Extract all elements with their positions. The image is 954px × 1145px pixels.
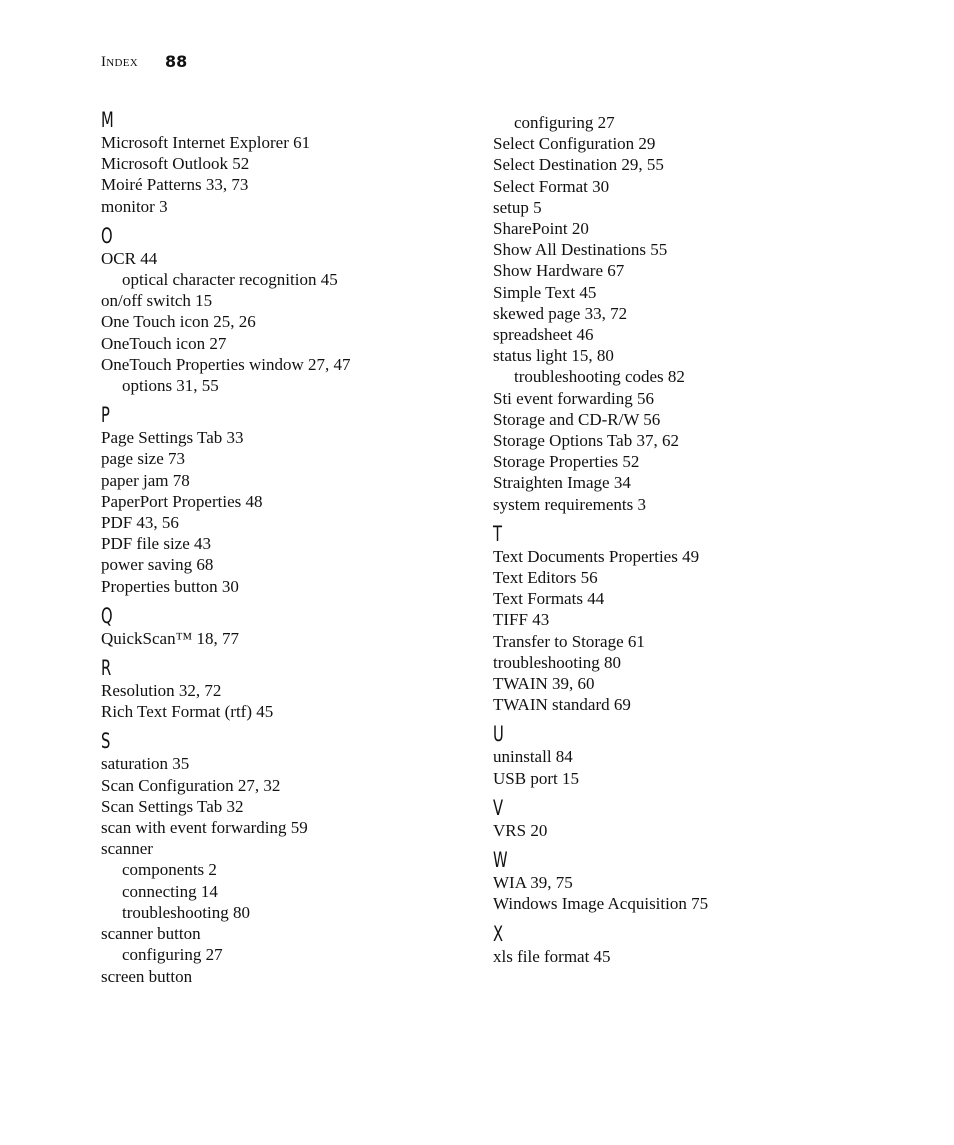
index-entry: paper jam 78 [101,470,190,490]
index-section [493,796,893,841]
section-letter: Q [101,603,113,628]
index-entry: Select Configuration 29 [493,134,656,154]
index-entry: Microsoft Outlook 52 [101,154,250,174]
index-entry: Sti event forwarding 56 [493,388,654,408]
index-subentry: troubleshooting codes 82 [514,367,685,387]
section-letter: R [101,656,112,681]
index-entry: Show Hardware 67 [493,261,625,281]
index-entry: page size 73 [101,449,186,469]
index-section [101,108,481,217]
index-entry: Storage Properties 52 [493,452,640,472]
index-entry: Select Format 30 [493,176,610,196]
index-entry: scanner button [101,924,201,944]
section-letter: X [493,921,504,946]
index-entry: Page Settings Tab 33 [101,428,244,448]
index-entry: OneTouch Properties window 27, 47 [101,354,351,374]
index-entry: Scan Settings Tab 32 [101,796,244,816]
index-entry: Text Documents Properties 49 [493,546,700,566]
index-entry: OCR 44 [101,248,158,268]
index-subentry: configuring 27 [514,113,615,132]
index-entry: Moiré Patterns 33, 73 [101,175,249,195]
index-entry: OneTouch icon 27 [101,333,227,353]
index-entry: status light 15, 80 [493,346,614,366]
index-entry: Simple Text 45 [493,282,597,302]
index-section [101,729,481,986]
index-entry: on/off switch 15 [101,291,213,311]
index-entry: Microsoft Internet Explorer 61 [101,133,311,152]
index-entry: Storage and CD-R/W 56 [493,409,661,429]
index-entry: Storage Options Tab 37, 62 [493,431,679,451]
index-subentry: options 31, 55 [122,376,219,396]
index-section [101,224,481,396]
index-entry: Text Editors 56 [493,568,598,588]
index-entry: PDF 43, 56 [101,513,179,533]
index-entry: Scan Configuration 27, 32 [101,775,281,795]
index-entry: saturation 35 [101,754,190,774]
index-entry: monitor 3 [101,196,168,216]
index-subentry: optical character recognition 45 [122,270,338,290]
index-section [101,403,481,597]
section-letter: U [493,722,504,747]
index-section [101,604,481,649]
index-column-left [101,108,481,987]
index-entry: scanner [101,839,153,859]
section-letter: T [493,521,503,546]
index-entry: xls file format 45 [493,946,611,966]
index-entry: Transfer to Storage 61 [493,631,645,651]
section-letter: W [493,848,508,873]
index-entry: PaperPort Properties 48 [101,491,263,511]
index-entry: Properties button 30 [101,576,239,596]
index-entry: uninstall 84 [493,747,573,767]
index-entry: Rich Text Format (rtf) 45 [101,702,274,722]
index-section [493,848,893,914]
index-entry: Select Destination 29, 55 [493,155,664,175]
index-entry: Show All Destinations 55 [493,240,668,260]
index-entry: system requirements 3 [493,494,646,514]
index-entry: scan with event forwarding 59 [101,818,308,838]
section-letter: O [101,223,113,248]
index-section [493,112,893,515]
index-entry: Straighten Image 34 [493,473,631,493]
index-entry: setup 5 [493,197,542,217]
index-section [493,722,893,788]
index-section [493,522,893,716]
index-entry: TWAIN standard 69 [493,695,631,715]
index-entry: spreadsheet 46 [493,325,594,345]
index-entry: skewed page 33, 72 [493,303,628,323]
index-entry: VRS 20 [493,820,548,840]
index-entry: Resolution 32, 72 [101,681,222,701]
index-entry: power saving 68 [101,555,214,575]
index-entry: Windows Image Acquisition 75 [493,894,709,914]
section-letter: P [101,403,110,428]
index-subentry: configuring 27 [122,945,223,965]
section-letter: V [493,795,504,820]
index-entry: QuickScan™ 18, 77 [101,628,240,648]
index-entry: WIA 39, 75 [493,873,573,893]
index-entry: PDF file size 43 [101,534,212,554]
index-subentry: components 2 [122,860,217,880]
index-entry: TWAIN 39, 60 [493,674,595,694]
index-entry: Text Formats 44 [493,589,605,609]
section-letter: M [101,108,114,132]
index-entry: One Touch icon 25, 26 [101,312,256,332]
index-section [493,922,893,967]
index-column-right [493,112,893,967]
header-section-label: Index [101,54,139,70]
index-subentry: troubleshooting 80 [122,902,250,922]
index-entry: USB port 15 [493,768,579,788]
index-entry: TIFF 43 [493,610,550,630]
section-letter: S [101,729,111,754]
index-section [101,656,481,722]
index-entry: SharePoint 20 [493,219,589,239]
index-entry: screen button [101,966,193,986]
page-number: 88 [165,52,188,71]
index-subentry: connecting 14 [122,881,218,901]
index-entry: troubleshooting 80 [493,652,621,672]
